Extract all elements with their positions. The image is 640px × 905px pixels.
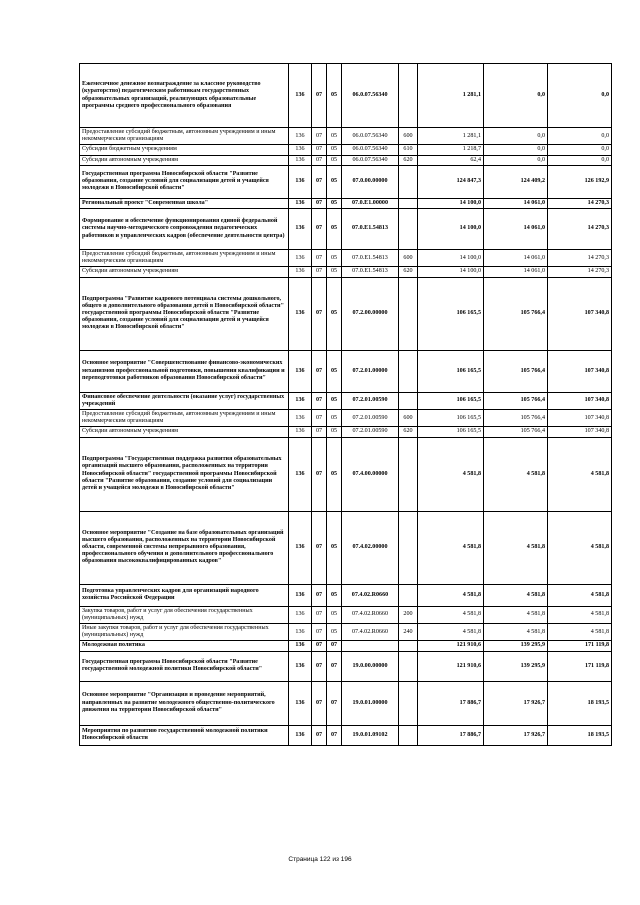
table-row [80, 725, 612, 745]
table-row [80, 427, 612, 437]
row-rz-cell: 07 [312, 64, 327, 128]
row-pr-cell: 07 [327, 651, 342, 681]
row-cs-cell [342, 641, 399, 651]
row-vr-cell [399, 277, 418, 350]
row-rz-cell: 07 [312, 155, 327, 165]
row-cs-cell: 19.0.01.09102 [342, 725, 399, 745]
row-year1-cell: 14 100,0 [418, 209, 484, 250]
row-year1-cell: 106 165,5 [418, 277, 484, 350]
row-year3-cell: 14 270,3 [548, 209, 612, 250]
row-pr-cell: 05 [327, 155, 342, 165]
row-pr-cell: 05 [327, 267, 342, 277]
row-year3-cell: 171 119,8 [548, 641, 612, 651]
row-rz-cell: 07 [312, 624, 327, 641]
row-rz-cell: 07 [312, 392, 327, 409]
row-year3-cell: 4 581,8 [548, 437, 612, 511]
page-footer: Страница 122 из 196 [288, 856, 352, 863]
row-gr-cell: 136 [289, 145, 312, 155]
row-year1-cell: 62,4 [418, 155, 484, 165]
row-pr-cell: 05 [327, 64, 342, 128]
row-year1-cell: 124 847,3 [418, 165, 484, 198]
row-gr-cell: 136 [289, 511, 312, 584]
row-year2-cell: 14 061,0 [484, 250, 548, 267]
row-year3-cell: 107 340,8 [548, 392, 612, 409]
row-rz-cell: 07 [312, 350, 327, 392]
row-year1-cell: 1 281,1 [418, 128, 484, 145]
row-name-cell: Государственная программа Новосибирской области "Развитие государственной молодежной политики Новосибирской области" [80, 651, 289, 681]
row-gr-cell: 136 [289, 155, 312, 165]
row-rz-cell: 07 [312, 410, 327, 427]
row-name-cell: Подготовка управленческих кадров для организаций народного хозяйства Российской Федерации [80, 584, 289, 606]
row-cs-cell: 07.4.02.R0660 [342, 584, 399, 606]
row-pr-cell: 05 [327, 606, 342, 623]
row-vr-cell: 200 [399, 606, 418, 623]
row-gr-cell: 136 [289, 198, 312, 208]
row-pr-cell: 07 [327, 641, 342, 651]
row-name-cell: Основное мероприятие "Создание на базе образовательных организаций высшего образования, расположенных на территории Новосибирской области, современной системы непрерывного образования, профессионального обучения и дополнительного профессионального образования высококвалифицированных кадров" [80, 511, 289, 584]
row-rz-cell: 07 [312, 437, 327, 511]
row-year2-cell: 4 581,8 [484, 511, 548, 584]
table-body [80, 64, 612, 746]
row-rz-cell: 07 [312, 584, 327, 606]
table-row [80, 437, 612, 511]
row-gr-cell: 136 [289, 584, 312, 606]
row-year1-cell: 1 281,1 [418, 64, 484, 128]
row-rz-cell: 07 [312, 681, 327, 725]
row-gr-cell: 136 [289, 624, 312, 641]
row-year2-cell: 124 409,2 [484, 165, 548, 198]
row-gr-cell: 136 [289, 128, 312, 145]
row-rz-cell: 07 [312, 250, 327, 267]
row-cs-cell: 07.2.01.00590 [342, 410, 399, 427]
row-year3-cell: 107 340,8 [548, 277, 612, 350]
row-vr-cell: 620 [399, 267, 418, 277]
row-name-cell: Подпрограмма "Развитие кадрового потенциала системы дошкольного, общего и дополнительного образования детей в Новосибирской области" государственной программы Новосибирской области "Развитие образования, создание условий для социализации детей и учащейся молодежи в Новосибирской области" [80, 277, 289, 350]
row-gr-cell: 136 [289, 410, 312, 427]
row-year2-cell: 17 926,7 [484, 681, 548, 725]
row-pr-cell: 05 [327, 427, 342, 437]
row-year3-cell: 4 581,8 [548, 511, 612, 584]
row-year2-cell: 139 295,9 [484, 651, 548, 681]
row-year3-cell: 14 270,3 [548, 250, 612, 267]
row-vr-cell [399, 725, 418, 745]
row-year3-cell: 0,0 [548, 145, 612, 155]
row-rz-cell: 07 [312, 651, 327, 681]
budget-table [79, 63, 612, 746]
row-year3-cell: 0,0 [548, 64, 612, 128]
table-row [80, 155, 612, 165]
row-vr-cell: 620 [399, 155, 418, 165]
row-year1-cell: 106 165,5 [418, 427, 484, 437]
table-row [80, 392, 612, 409]
budget-sheet [79, 63, 611, 746]
row-year3-cell: 4 581,8 [548, 584, 612, 606]
row-gr-cell: 136 [289, 437, 312, 511]
row-pr-cell: 05 [327, 392, 342, 409]
row-pr-cell: 05 [327, 277, 342, 350]
row-vr-cell: 610 [399, 145, 418, 155]
row-rz-cell: 07 [312, 145, 327, 155]
row-year1-cell: 121 910,6 [418, 641, 484, 651]
row-cs-cell: 07.0.E1.54813 [342, 267, 399, 277]
row-year1-cell: 4 581,8 [418, 584, 484, 606]
row-vr-cell: 600 [399, 250, 418, 267]
row-pr-cell: 05 [327, 145, 342, 155]
row-cs-cell: 07.2.01.00590 [342, 427, 399, 437]
row-year2-cell: 139 295,9 [484, 641, 548, 651]
row-vr-cell: 600 [399, 128, 418, 145]
row-gr-cell: 136 [289, 350, 312, 392]
row-pr-cell: 05 [327, 584, 342, 606]
row-year1-cell: 106 165,5 [418, 350, 484, 392]
row-name-cell: Субсидии автономным учреждениям [80, 427, 289, 437]
row-name-cell: Основное мероприятие "Совершенствование финансово-экономических механизмов профессиональной подготовки, повышения квалификации и переподготовки работников образования Новосибирской области" [80, 350, 289, 392]
row-gr-cell: 136 [289, 277, 312, 350]
row-vr-cell: 240 [399, 624, 418, 641]
row-year1-cell: 1 218,7 [418, 145, 484, 155]
row-year1-cell: 14 100,0 [418, 198, 484, 208]
row-year1-cell: 106 165,5 [418, 392, 484, 409]
row-cs-cell: 07.2.00.00000 [342, 277, 399, 350]
row-vr-cell [399, 641, 418, 651]
row-cs-cell: 07.0.E1.54813 [342, 250, 399, 267]
row-vr-cell [399, 681, 418, 725]
row-cs-cell: 07.0.00.00000 [342, 165, 399, 198]
table-row [80, 651, 612, 681]
row-gr-cell: 136 [289, 606, 312, 623]
row-rz-cell: 07 [312, 427, 327, 437]
row-year3-cell: 14 270,3 [548, 198, 612, 208]
row-year2-cell: 0,0 [484, 145, 548, 155]
row-year1-cell: 4 581,8 [418, 606, 484, 623]
row-name-cell: Молодежная политика [80, 641, 289, 651]
row-year1-cell: 4 581,8 [418, 624, 484, 641]
row-year1-cell: 14 100,0 [418, 250, 484, 267]
row-cs-cell: 07.0.E1.00000 [342, 198, 399, 208]
row-rz-cell: 07 [312, 198, 327, 208]
row-gr-cell: 136 [289, 681, 312, 725]
row-gr-cell: 136 [289, 427, 312, 437]
row-vr-cell [399, 392, 418, 409]
row-name-cell: Предоставление субсидий бюджетным, автономным учреждениям и иным некоммерческим организациям [80, 250, 289, 267]
table-row [80, 350, 612, 392]
row-pr-cell: 05 [327, 209, 342, 250]
row-gr-cell: 136 [289, 641, 312, 651]
row-name-cell: Формирование и обеспечение функционирования единой федеральной системы научно-методического сопровождения педагогических работников и управленческих кадров (обеспечение деятельности центра) [80, 209, 289, 250]
row-year1-cell: 121 910,6 [418, 651, 484, 681]
row-vr-cell [399, 350, 418, 392]
row-year3-cell: 107 340,8 [548, 410, 612, 427]
row-cs-cell: 07.4.02.00000 [342, 511, 399, 584]
row-gr-cell: 136 [289, 651, 312, 681]
row-cs-cell: 06.0.07.56340 [342, 128, 399, 145]
table-row [80, 511, 612, 584]
row-name-cell: Государственная программа Новосибирской области "Развитие образования, создание условий для социализации детей и учащейся молодежи в Новосибирской области" [80, 165, 289, 198]
row-vr-cell [399, 651, 418, 681]
row-year2-cell: 4 581,8 [484, 437, 548, 511]
row-year1-cell: 106 165,5 [418, 410, 484, 427]
row-pr-cell: 05 [327, 511, 342, 584]
row-year3-cell: 14 270,3 [548, 267, 612, 277]
row-rz-cell: 07 [312, 267, 327, 277]
row-cs-cell: 07.2.01.00000 [342, 350, 399, 392]
table-row [80, 64, 612, 128]
row-rz-cell: 07 [312, 511, 327, 584]
row-vr-cell [399, 209, 418, 250]
row-name-cell: Закупка товаров, работ и услуг для обеспечения государственных (муниципальных) нужд [80, 606, 289, 623]
row-year2-cell: 14 061,0 [484, 209, 548, 250]
table-row [80, 145, 612, 155]
row-vr-cell [399, 584, 418, 606]
table-row [80, 681, 612, 725]
table-row [80, 277, 612, 350]
row-year1-cell: 4 581,8 [418, 437, 484, 511]
row-name-cell: Предоставление субсидий бюджетным, автономным учреждениям и иным некоммерческим организациям [80, 410, 289, 427]
row-rz-cell: 07 [312, 641, 327, 651]
row-rz-cell: 07 [312, 277, 327, 350]
row-name-cell: Ежемесячное денежное вознаграждение за классное руководство (кураторство) педагогическим работникам государственных образовательных организаций, реализующих образовательные программы среднего профессионального образования [80, 64, 289, 128]
row-year2-cell: 4 581,8 [484, 606, 548, 623]
row-gr-cell: 136 [289, 209, 312, 250]
row-gr-cell: 136 [289, 725, 312, 745]
row-cs-cell: 19.0.01.00000 [342, 681, 399, 725]
row-year1-cell: 17 886,7 [418, 725, 484, 745]
row-vr-cell [399, 198, 418, 208]
row-cs-cell: 07.4.02.R0660 [342, 624, 399, 641]
row-gr-cell: 136 [289, 165, 312, 198]
row-rz-cell: 07 [312, 725, 327, 745]
row-year2-cell: 105 766,4 [484, 392, 548, 409]
row-year2-cell: 0,0 [484, 155, 548, 165]
row-year3-cell: 107 340,8 [548, 427, 612, 437]
table-row [80, 165, 612, 198]
row-year2-cell: 105 766,4 [484, 350, 548, 392]
row-rz-cell: 07 [312, 606, 327, 623]
row-name-cell: Основное мероприятие "Организация и проведение мероприятий, направленных на развитие молодежного общественно-политического движения на территории Новосибирской области" [80, 681, 289, 725]
row-year3-cell: 126 192,9 [548, 165, 612, 198]
row-pr-cell: 07 [327, 681, 342, 725]
row-gr-cell: 136 [289, 267, 312, 277]
row-year2-cell: 0,0 [484, 64, 548, 128]
row-year3-cell: 4 581,8 [548, 606, 612, 623]
table-row [80, 624, 612, 641]
table-row [80, 198, 612, 208]
row-year2-cell: 4 581,8 [484, 624, 548, 641]
row-cs-cell: 06.0.07.56340 [342, 64, 399, 128]
row-year1-cell: 17 886,7 [418, 681, 484, 725]
row-year2-cell: 4 581,8 [484, 584, 548, 606]
table-row [80, 584, 612, 606]
row-year3-cell: 4 581,8 [548, 624, 612, 641]
row-cs-cell: 07.4.00.00000 [342, 437, 399, 511]
row-name-cell: Финансовое обеспечение деятельности (оказание услуг) государственных учреждений [80, 392, 289, 409]
row-year1-cell: 14 100,0 [418, 267, 484, 277]
row-pr-cell: 05 [327, 437, 342, 511]
row-pr-cell: 05 [327, 165, 342, 198]
row-pr-cell: 05 [327, 350, 342, 392]
row-rz-cell: 07 [312, 209, 327, 250]
row-year3-cell: 0,0 [548, 155, 612, 165]
row-name-cell: Региональный проект "Современная школа" [80, 198, 289, 208]
row-year1-cell: 4 581,8 [418, 511, 484, 584]
row-year2-cell: 14 061,0 [484, 198, 548, 208]
row-cs-cell: 06.0.07.56340 [342, 155, 399, 165]
row-name-cell: Иные закупки товаров, работ и услуг для обеспечения государственных (муниципальных) нужд [80, 624, 289, 641]
row-vr-cell [399, 64, 418, 128]
row-year3-cell: 18 193,5 [548, 681, 612, 725]
row-pr-cell: 07 [327, 725, 342, 745]
row-gr-cell: 136 [289, 392, 312, 409]
row-name-cell: Подпрограмма "Государственная поддержка развития образовательных организаций высшего образования, расположенных на территории Новосибирской области" государственной программы Новосибирской области "Развитие образования, создание условий для социализации детей и учащейся молодежи в Новосибирской области" [80, 437, 289, 511]
row-pr-cell: 05 [327, 250, 342, 267]
row-name-cell: Субсидии автономным учреждениям [80, 267, 289, 277]
row-year2-cell: 17 926,7 [484, 725, 548, 745]
row-year3-cell: 18 193,5 [548, 725, 612, 745]
row-name-cell: Предоставление субсидий бюджетным, автономным учреждениям и иным некоммерческим организациям [80, 128, 289, 145]
table-row [80, 250, 612, 267]
table-row [80, 606, 612, 623]
row-pr-cell: 05 [327, 128, 342, 145]
row-vr-cell: 620 [399, 427, 418, 437]
table-row [80, 209, 612, 250]
row-vr-cell [399, 165, 418, 198]
row-vr-cell: 600 [399, 410, 418, 427]
table-row [80, 267, 612, 277]
row-pr-cell: 05 [327, 624, 342, 641]
row-cs-cell: 07.0.E1.54813 [342, 209, 399, 250]
row-vr-cell [399, 437, 418, 511]
row-name-cell: Субсидии бюджетным учреждениям [80, 145, 289, 155]
table-row [80, 410, 612, 427]
row-cs-cell: 19.0.00.00000 [342, 651, 399, 681]
row-rz-cell: 07 [312, 165, 327, 198]
row-year3-cell: 0,0 [548, 128, 612, 145]
row-year2-cell: 14 061,0 [484, 267, 548, 277]
table-row [80, 641, 612, 651]
row-year2-cell: 105 766,4 [484, 410, 548, 427]
row-rz-cell: 07 [312, 128, 327, 145]
row-vr-cell [399, 511, 418, 584]
row-cs-cell: 06.0.07.56340 [342, 145, 399, 155]
row-year2-cell: 105 766,4 [484, 277, 548, 350]
row-name-cell: Субсидии автономным учреждениям [80, 155, 289, 165]
row-year2-cell: 105 766,4 [484, 427, 548, 437]
row-cs-cell: 07.4.02.R0660 [342, 606, 399, 623]
row-pr-cell: 05 [327, 410, 342, 427]
row-year3-cell: 107 340,8 [548, 350, 612, 392]
row-year2-cell: 0,0 [484, 128, 548, 145]
table-row [80, 128, 612, 145]
row-cs-cell: 07.2.01.00590 [342, 392, 399, 409]
row-gr-cell: 136 [289, 250, 312, 267]
row-pr-cell: 05 [327, 198, 342, 208]
row-year3-cell: 171 119,8 [548, 651, 612, 681]
row-name-cell: Мероприятия по развитию государственной молодежной политики Новосибирской области [80, 725, 289, 745]
row-gr-cell: 136 [289, 64, 312, 128]
